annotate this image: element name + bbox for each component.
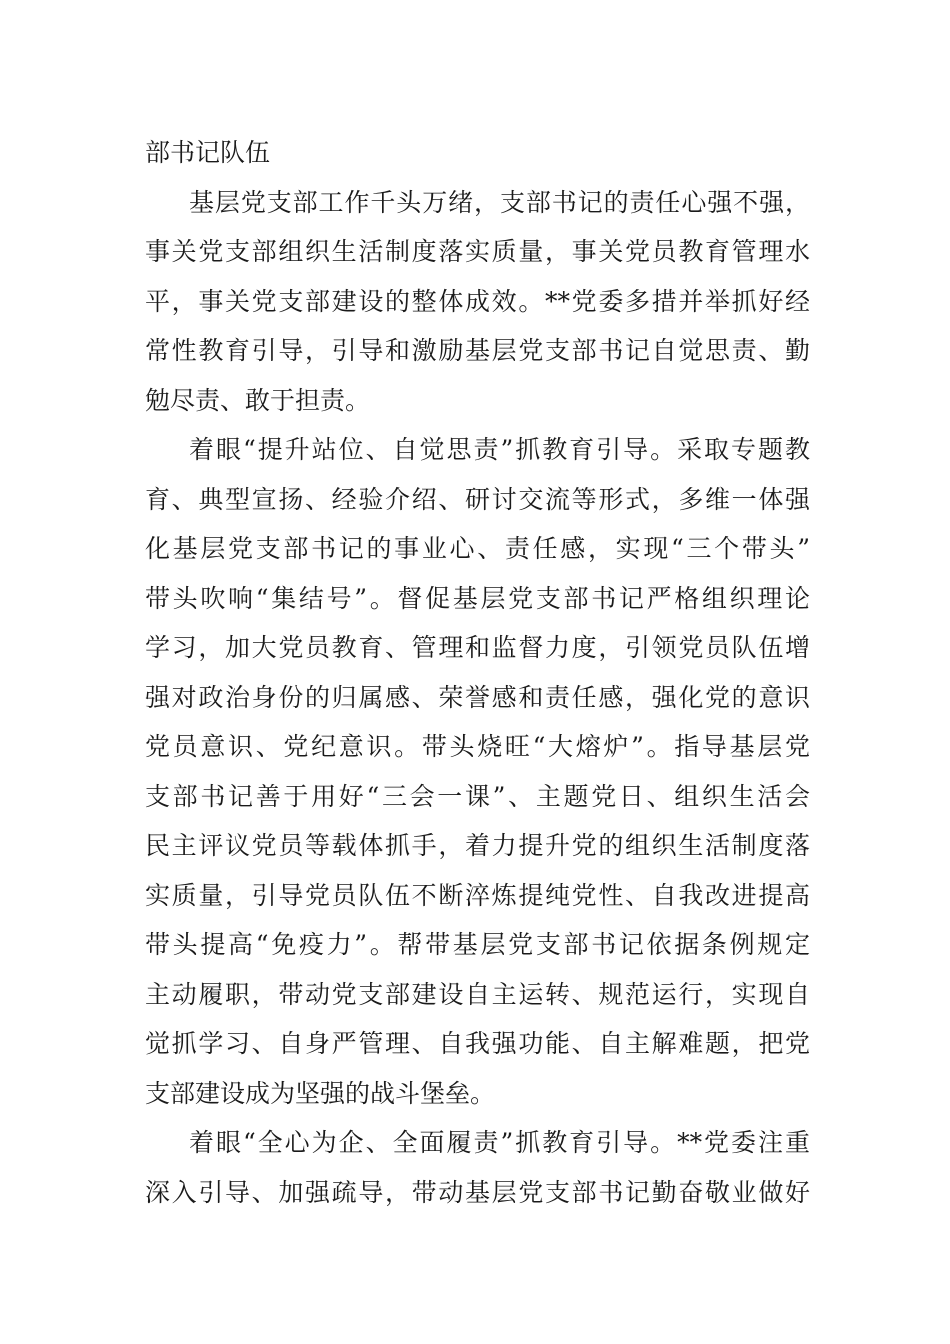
text-line: 强对政治身份的归属感、荣誉感和责任感，强化党的意识 [145, 682, 810, 712]
text-line: 常性教育引导，引导和激励基层党支部书记自觉思责、勤 [145, 336, 810, 365]
text-line: 着眼“全心为企、全面履责”抓教育引导。**党委注重 [189, 1128, 810, 1157]
text-line: 主动履职，带动党支部建设自主运转、规范运行，实现自 [145, 979, 810, 1009]
text-line: 学习，加大党员教育、管理和监督力度，引领党员队伍增 [145, 633, 810, 662]
text-line: 党员意识、党纪意识。带头烧旺“大熔炉”。指导基层党 [145, 732, 810, 761]
text-line: 基层党支部工作千头万绪，支部书记的责任心强不强， [189, 187, 810, 217]
text-line: 支部书记善于用好“三会一课”、主题党日、组织生活会 [145, 781, 810, 811]
text-line: 部书记队伍 [145, 138, 271, 167]
text-line: 支部建设成为坚强的战斗堡垒。 [145, 1078, 496, 1108]
text-line: 深入引导、加强疏导，带动基层党支部书记勤奋敬业做好 [145, 1177, 810, 1207]
text-line: 平，事关党支部建设的整体成效。**党委多措并举抓好经 [145, 286, 810, 316]
text-line: 民主评议党员等载体抓手，着力提升党的组织生活制度落 [145, 831, 810, 860]
text-line: 化基层党支部书记的事业心、责任感，实现“三个带头” [145, 534, 810, 563]
text-line: 觉抓学习、自身严管理、自我强功能、自主解难题，把党 [145, 1029, 810, 1058]
text-line: 实质量，引导党员队伍不断淬炼提纯党性、自我改进提高 [145, 880, 810, 910]
text-line: 着眼“提升站位、自觉思责”抓教育引导。采取专题教 [189, 435, 810, 464]
text-line: 带头提高“免疫力”。帮带基层党支部书记依据条例规定 [145, 930, 810, 959]
text-line: 事关党支部组织生活制度落实质量，事关党员教育管理水 [145, 237, 810, 266]
document-body [145, 128, 810, 1217]
text-line: 带头吹响“集结号”。督促基层党支部书记严格组织理论 [145, 583, 810, 613]
text-line: 育、典型宣扬、经验介绍、研讨交流等形式，多维一体强 [145, 484, 810, 514]
text-line: 勉尽责、敢于担责。 [145, 385, 371, 415]
